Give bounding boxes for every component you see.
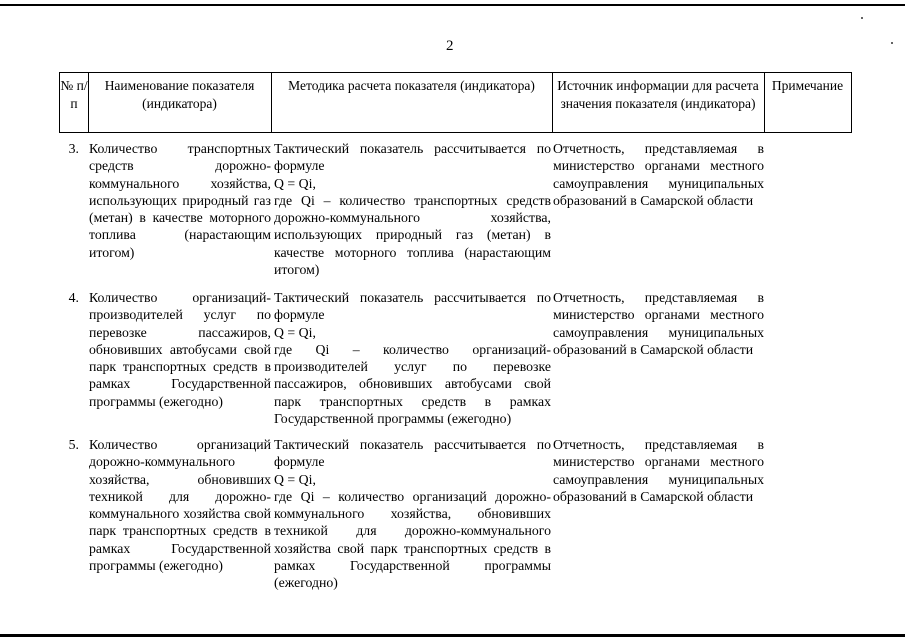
method-where: где Qi – количество организаций дорожно-коммунального хозяйства, обновивших техникой для дорожно-коммунального хозяйства свой парк транспортных средств в рамках Государственной программы (ежегодно) (274, 488, 551, 591)
row-number: 5. (68, 437, 79, 452)
row-indicator-name: Количество организаций дорожно-коммунального хозяйства, обновивших техникой для дорожно-коммунального хозяйства свой парк транспортных средств в рамках Государственной программы (ежегодно) (89, 437, 271, 574)
scan-top-edge (0, 4, 905, 6)
scan-bottom-edge (0, 634, 905, 637)
method-where: где Qi – количество транспортных средств дорожно-коммунального хозяйства, использующих природный газ (метан) в качестве моторного топлива (нарастающим итогом) (274, 192, 551, 278)
row-source: Отчетность, представляемая в министерство органами местного самоуправления муниципальных образований в Самарской области (553, 290, 764, 357)
header-note: Примечание (764, 72, 852, 133)
formula: Q = Qi, (274, 175, 316, 191)
row-source: Отчетность, представляемая в министерство органами местного самоуправления муниципальных образований в Самарской области (553, 141, 764, 208)
method-where: где Qi – количество организаций-производителей услуг по перевозке пассажиров, обновивших автобусами свой парк транспортных средств в рамках Государственной программы (ежегодно) (274, 341, 551, 427)
method-intro: Тактический показатель рассчитывается по формуле (274, 141, 551, 174)
row-number: 4. (68, 290, 79, 305)
formula: Q = Qi, (274, 471, 316, 487)
scan-speck (861, 17, 863, 19)
row-indicator-name: Количество организаций-производителей услуг по перевозке пассажиров, обновивших автобусами свой парк транспортных средств в рамках Государственной программы (ежегодно) (89, 290, 271, 409)
page-number: 2 (446, 38, 454, 54)
row-method (274, 436, 551, 592)
scan-speck (891, 42, 893, 44)
header-num: № п/п (59, 72, 89, 133)
method-intro: Тактический показатель рассчитывается по формуле (274, 290, 551, 323)
formula: Q = Qi, (274, 324, 316, 340)
row-method (274, 289, 551, 427)
row-source: Отчетность, представляемая в министерство органами местного самоуправления муниципальных образований в Самарской области (553, 437, 764, 504)
header-method: Методика расчета показателя (индикатора) (271, 72, 553, 133)
row-number: 3. (68, 141, 79, 156)
row-indicator-name: Количество транспортных средств дорожно-коммунального хозяйства, использующих природный газ (метан) в качестве моторного топлива (нарастающим итогом) (89, 141, 271, 260)
row-method (274, 140, 551, 278)
method-intro: Тактический показатель рассчитывается по формуле (274, 437, 551, 470)
header-source: Источник информации для расчета значения показателя (индикатора) (552, 72, 765, 133)
header-name: Наименование показателя (индикатора) (88, 72, 272, 133)
